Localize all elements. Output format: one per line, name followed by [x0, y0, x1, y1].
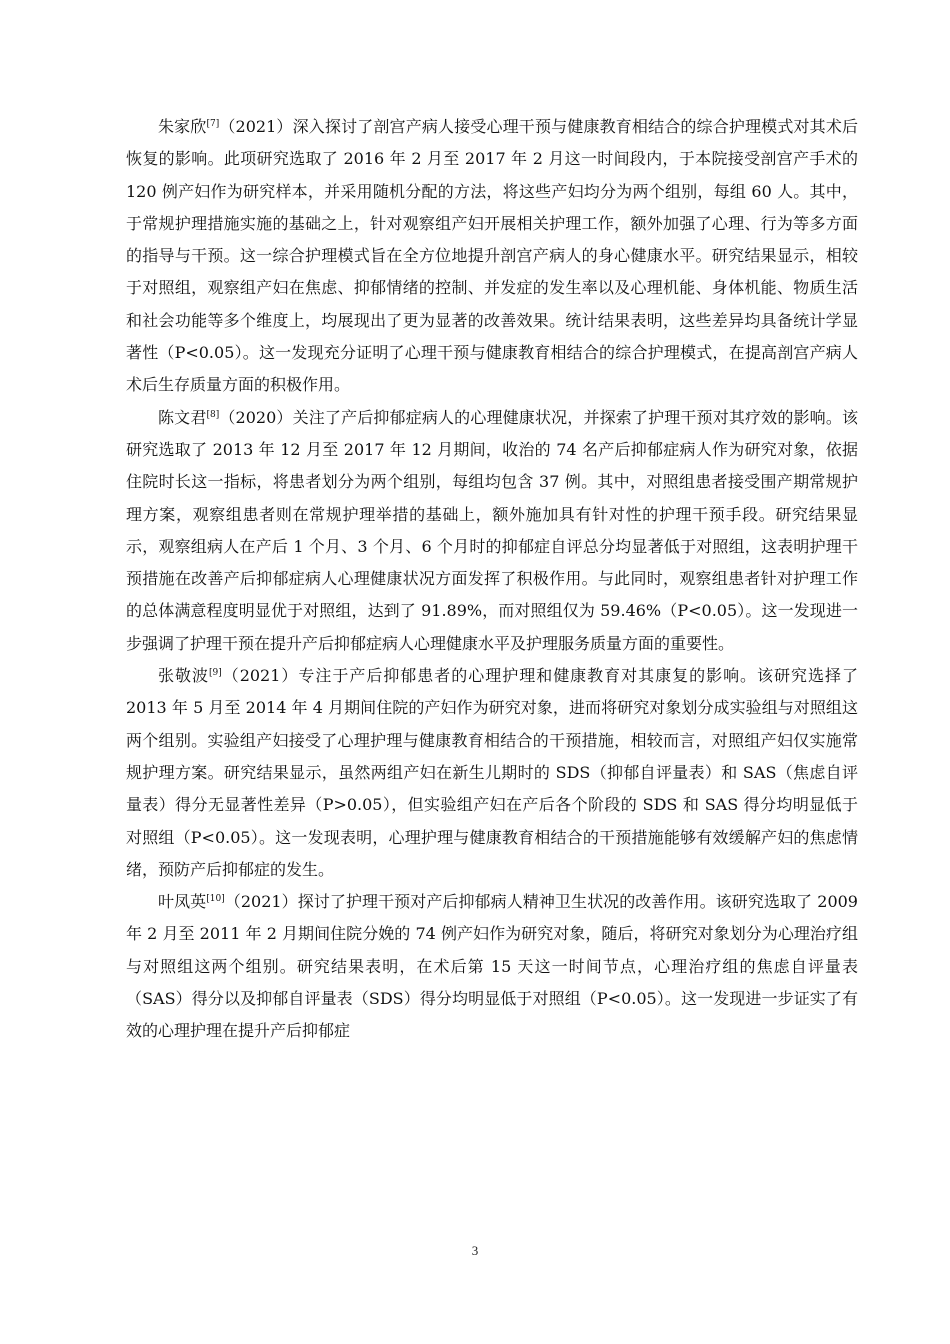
body-text — [126, 111, 858, 1048]
author-name: 朱家欣 — [158, 117, 207, 136]
author-name: 张敬波 — [158, 666, 209, 686]
author-name: 叶凤英 — [158, 892, 207, 912]
page-number: 3 — [471, 1243, 479, 1258]
paragraph-ye-fengying — [126, 886, 858, 1047]
citation-ref: [8] — [206, 409, 220, 420]
author-name: 陈文君 — [158, 407, 207, 427]
paragraph-text: （2021）深入探讨了剖宫产病人接受心理干预与健康教育相结合的综合护理模式对其术后恢复的影响。此项研究选取了 2016 年 2 月至 2017 年 2 月这一时间段内，于本院接受剖宫产手术的 120 例产妇作为研究样本，并采用随机分配的方法，将这些产妇均分为两个组别，每组 60 人。其中，于常规护理措施实施的基础之上，针对观察组产妇开展相关护理工作，额外加强了心理、行为等多方面的指导与干预。这一综合护理模式旨在全方位地提升剖宫产病人的身心健康水平。研究结果显示，相较于对照组，观察组产妇在焦虑、抑郁情绪的控制、并发症的发生率以及心理机能、身体机能、物质生活和社会功能等多个维度上，均展现出了更为显著的改善效果。统计结果表明，这些差异均具备统计学显著性（P<0.05）。这一发现充分证明了心理干预与健康教育相结合的综合护理模式，在提高剖宫产病人术后生存质量方面的积极作用。 — [126, 117, 858, 395]
paragraph-zhang-jingbo — [126, 660, 858, 886]
paragraph-chen-wenjun — [126, 402, 858, 660]
paragraph-text: （2020）关注了产后抑郁症病人的心理健康状况，并探索了护理干预对其疗效的影响。该研究选取了 2013 年 12 月至 2017 年 12 月期间，收治的 74 名产后抑郁症病人作为研究对象，依据住院时长这一指标，将患者划分为两个组别，每组均包含 37 例。其中，对照组患者接受围产期常规护理方案，观察组患者则在常规护理举措的基础上，额外施加具有针对性的护理干预手段。研究结果显示，观察组病人在产后 1 个月、3 个月、6 个月时的抑郁症自评总分均显著低于对照组，这表明护理干预措施在改善产后抑郁症病人心理健康状况方面发挥了积极作用。与此同时，观察组患者针对护理工作的总体满意程度明显优于对照组，达到了 91.89%，而对照组仅为 59.46%（P<0.05）。这一发现进一步强调了护理干预在提升产后抑郁症病人心理健康水平及护理服务质量方面的重要性。 — [126, 407, 858, 653]
paragraph-text: （2021）专注于产后抑郁患者的心理护理和健康教育对其康复的影响。该研究选择了 2013 年 5 月至 2014 年 4 月期间住院的产妇作为研究对象，进而将研究对象划分成实验组与对照组这两个组别。实验组产妇接受了心理护理与健康教育相结合的干预措施，相较而言，对照组产妇仅实施常规护理方案。研究结果显示，虽然两组产妇在新生儿期时的 SDS（抑郁自评量表）和 SAS（焦虑自评量表）得分无显著性差异（P>0.05），但实验组产妇在产后各个阶段的 SDS 和 SAS 得分均明显低于对照组（P<0.05）。这一发现表明，心理护理与健康教育相结合的干预措施能够有效缓解产妇的焦虑情绪，预防产后抑郁症的发生。 — [126, 666, 858, 879]
citation-ref: [9] — [208, 668, 222, 679]
citation-ref: [10] — [206, 894, 225, 905]
citation-ref: [7] — [206, 119, 220, 129]
paragraph-zhu-jiaxin — [126, 111, 858, 402]
paragraph-text: （2021）探讨了护理干预对产后抑郁病人精神卫生状况的改善作用。该研究选取了 2009 年 2 月至 2011 年 2 月期间住院分娩的 74 例产妇作为研究对象，随后，将研究对象划分为心理治疗组与对照组这两个组别。研究结果表明，在术后第 15 天这一时间节点，心理治疗组的焦虑自评量表（SAS）得分以及抑郁自评量表（SDS）得分均明显低于对照组（P<0.05）。这一发现进一步证实了有效的心理护理在提升产后抑郁症 — [126, 892, 858, 1041]
